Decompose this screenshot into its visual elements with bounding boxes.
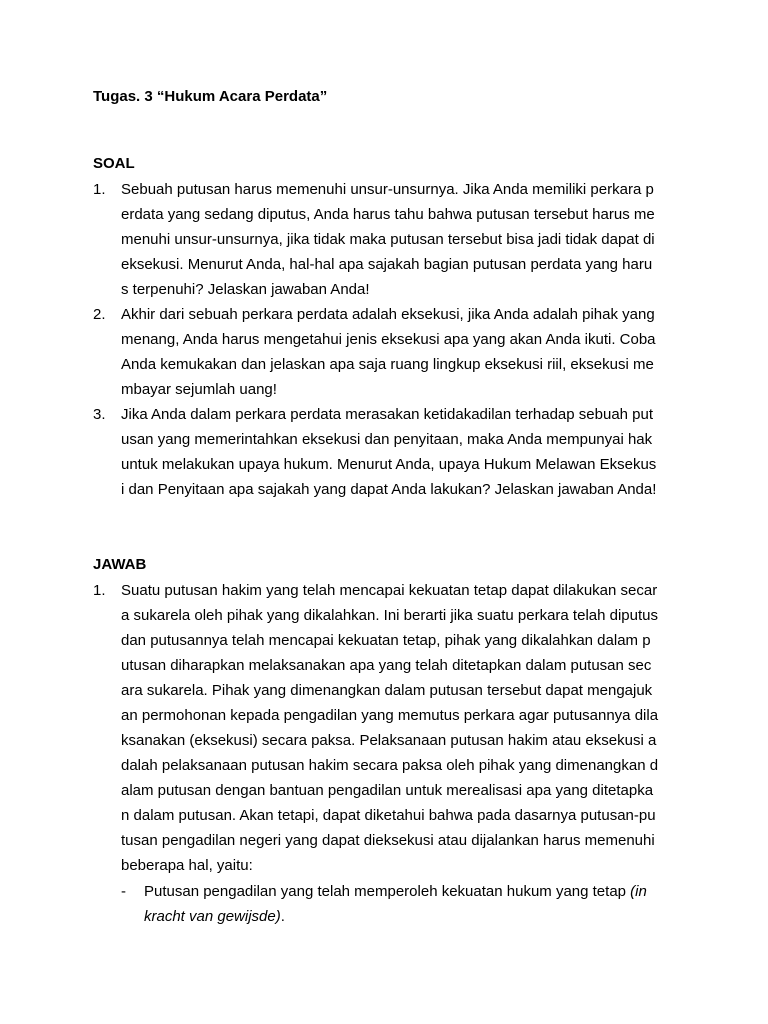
list-text: ara sukarela. Pihak yang dimenangkan dalam putusan tersebut dapat mengajuk: [121, 682, 653, 699]
title-row: [0, 84, 768, 109]
jawab-item-1-line-7: [0, 728, 768, 753]
bullet-text-wrap: [144, 904, 285, 929]
jawab-item-1-line-11: [0, 828, 768, 853]
list-number: 3.: [93, 406, 106, 423]
document-title: Tugas. 3 “Hukum Acara Perdata”: [93, 88, 328, 105]
jawab-item-1-line-6: [0, 703, 768, 728]
soal-item-2-line-3: [0, 352, 768, 377]
soal-item-1-line-5: [0, 277, 768, 302]
bullet-text: Putusan pengadilan yang telah memperoleh kekuatan hukum yang tetap: [144, 883, 631, 900]
soal-item-3-line-3: [0, 452, 768, 477]
list-text: menuhi unsur-unsurnya, jika tidak maka putusan tersebut bisa jadi tidak dapat di: [121, 231, 655, 248]
bullet-tail: .: [280, 908, 285, 925]
list-text: dan putusannya telah mencapai kekuatan tetap, pihak yang dikalahkan dalam p: [121, 632, 651, 649]
list-text: s terpenuhi? Jelaskan jawaban Anda!: [121, 281, 370, 298]
list-text: erdata yang sedang diputus, Anda harus tahu bahwa putusan tersebut harus me: [121, 206, 655, 223]
list-text: beberapa hal, yaitu:: [121, 857, 253, 874]
list-number: 1.: [93, 181, 106, 198]
bullet-italic-term: (in: [630, 883, 647, 900]
list-text: Suatu putusan hakim yang telah mencapai kekuatan tetap dapat dilakukan secar: [121, 582, 658, 599]
soal-heading: SOAL: [93, 155, 135, 172]
list-text: Jika Anda dalam perkara perdata merasakan ketidakadilan terhadap sebuah put: [121, 406, 654, 423]
jawab-item-1-line-3: [0, 628, 768, 653]
bullet-line-1: [0, 879, 768, 904]
list-text: mbayar sejumlah uang!: [121, 381, 277, 398]
soal-item-1-line-1: [0, 177, 768, 202]
soal-item-2-line-2: [0, 327, 768, 352]
bullet-marker: -: [121, 883, 126, 900]
jawab-heading: JAWAB: [93, 556, 147, 573]
list-text: Sebuah putusan harus memenuhi unsur-unsurnya. Jika Anda memiliki perkara p: [121, 181, 654, 198]
list-text: ksanakan (eksekusi) secara paksa. Pelaksanaan putusan hakim atau eksekusi a: [121, 732, 657, 749]
list-text: menang, Anda harus mengetahui jenis eksekusi apa yang akan Anda ikuti. Coba: [121, 331, 656, 348]
jawab-item-1-line-4: [0, 653, 768, 678]
jawab-item-1-line-8: [0, 753, 768, 778]
list-text: n dalam putusan. Akan tetapi, dapat diketahui bahwa pada dasarnya putusan-pu: [121, 807, 656, 824]
list-text: usan yang memerintahkan eksekusi dan penyitaan, maka Anda mempunyai hak: [121, 431, 653, 448]
jawab-item-1-line-10: [0, 803, 768, 828]
list-number: 1.: [93, 582, 106, 599]
list-text: untuk melakukan upaya hukum. Menurut Anda, upaya Hukum Melawan Eksekus: [121, 456, 657, 473]
bullet-line-2: [0, 904, 768, 929]
list-text: a sukarela oleh pihak yang dikalahkan. Ini berarti jika suatu perkara telah diputus: [121, 607, 658, 624]
jawab-item-1-line-1: [0, 578, 768, 603]
list-number: 2.: [93, 306, 106, 323]
soal-item-3-line-2: [0, 427, 768, 452]
jawab-item-1-line-9: [0, 778, 768, 803]
soal-item-1-line-4: [0, 252, 768, 277]
soal-item-3-line-4: [0, 477, 768, 502]
list-text: alam putusan dengan bantuan pengadilan untuk merealisasi apa yang ditetapka: [121, 782, 654, 799]
soal-item-3-line-1: [0, 402, 768, 427]
list-text: i dan Penyitaan apa sajakah yang dapat Anda lakukan? Jelaskan jawaban Anda!: [121, 481, 657, 498]
jawab-item-1-line-2: [0, 603, 768, 628]
list-text: tusan pengadilan negeri yang dapat dieksekusi atau dijalankan harus memenuhi: [121, 832, 655, 849]
soal-item-2-line-4: [0, 377, 768, 402]
list-text: eksekusi. Menurut Anda, hal-hal apa sajakah bagian putusan perdata yang haru: [121, 256, 653, 273]
soal-item-1-line-3: [0, 227, 768, 252]
jawab-heading-row: [0, 552, 768, 577]
soal-heading-row: [0, 151, 768, 176]
bullet-italic-term: kracht van gewijsde): [144, 908, 281, 925]
list-text: Anda kemukakan dan jelaskan apa saja ruang lingkup eksekusi riil, eksekusi me: [121, 356, 654, 373]
soal-item-2-line-1: [0, 302, 768, 327]
jawab-item-1-line-12: [0, 853, 768, 878]
jawab-item-1-line-5: [0, 678, 768, 703]
list-text: dalah pelaksanaan putusan hakim secara paksa oleh pihak yang dimenangkan d: [121, 757, 659, 774]
list-text: Akhir dari sebuah perkara perdata adalah eksekusi, jika Anda adalah pihak yang: [121, 306, 655, 323]
list-text: an permohonan kepada pengadilan yang memutus perkara agar putusannya dila: [121, 707, 659, 724]
soal-item-1-line-2: [0, 202, 768, 227]
list-text: utusan diharapkan melaksanakan apa yang telah ditetapkan dalam putusan sec: [121, 657, 652, 674]
bullet-text-wrap: [144, 879, 647, 904]
